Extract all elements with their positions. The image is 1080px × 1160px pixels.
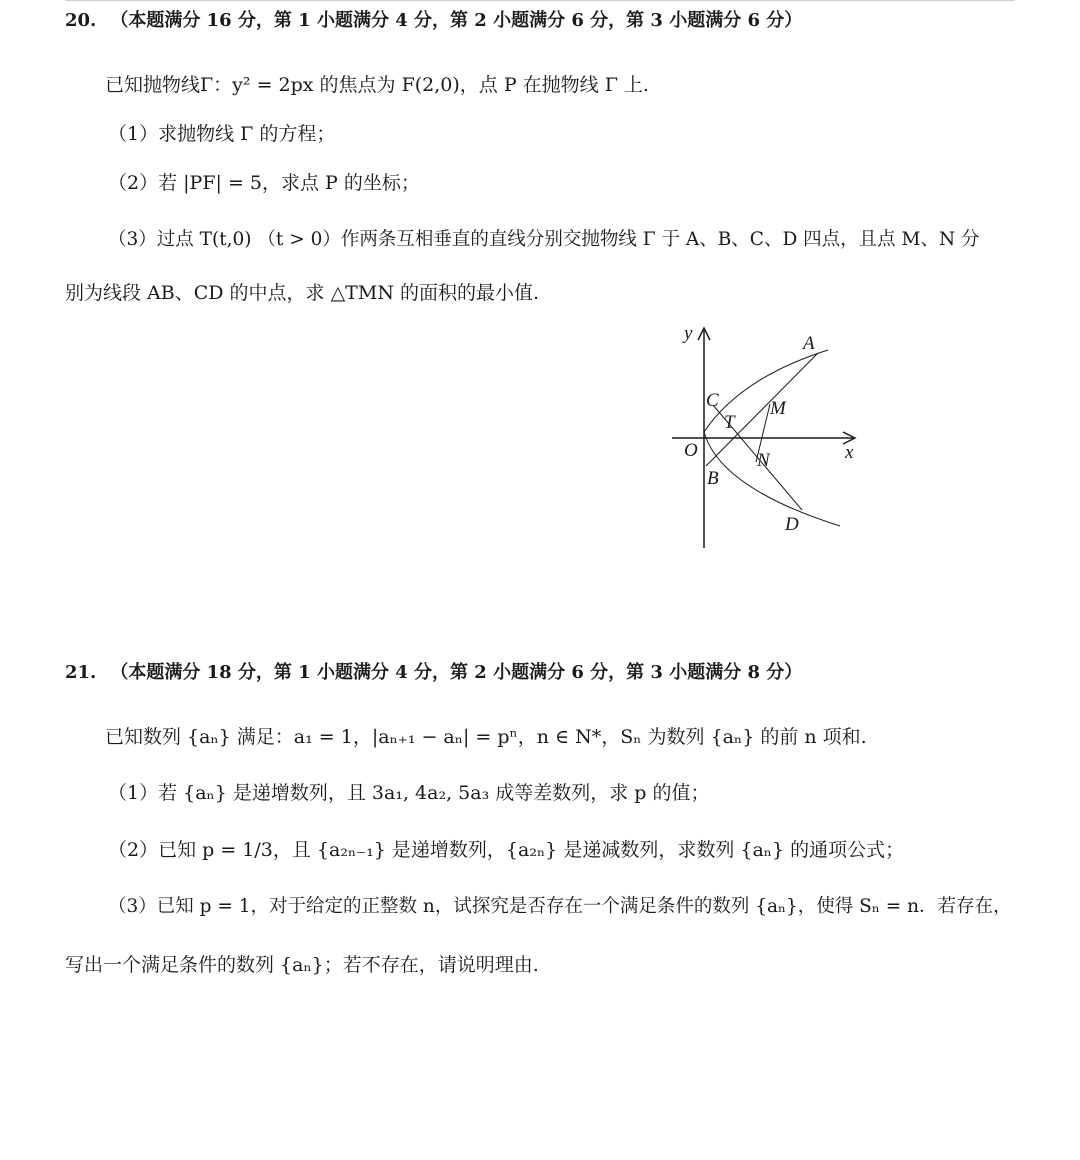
q20-score-note: （本题满分 16 分，第 1 小题满分 4 分，第 2 小题满分 6 分，第 3 小题满分 6 分） (110, 10, 803, 31)
label-o: O (684, 440, 698, 461)
label-d: D (785, 514, 799, 535)
q21-number: 21. (65, 662, 97, 683)
label-n: N (757, 450, 770, 471)
q21-header (65, 660, 802, 686)
label-m: M (770, 398, 786, 419)
label-a: A (803, 333, 815, 354)
q21-score-note: （本题满分 18 分，第 1 小题满分 4 分，第 2 小题满分 6 分，第 3 小题满分 8 分） (110, 662, 803, 683)
q20-part2: （2）若 |PF| = 5，求点 P 的坐标； (108, 172, 420, 194)
q21-part3-line2: 写出一个满足条件的数列 {aₙ}；若不存在，请说明理由. (65, 954, 539, 976)
q21-part3-line1: （3）已知 p = 1，对于给定的正整数 n，试探究是否存在一个满足条件的数列 {aₙ}，使得 Sₙ = n．若存在， (108, 896, 1012, 917)
label-b: B (707, 468, 719, 489)
q21-part2: （2）已知 p = 1/3，且 {a₂ₙ₋₁} 是递增数列，{a₂ₙ} 是递减数列，求数列 {aₙ} 的通项公式； (108, 839, 905, 861)
q20-stem: 已知抛物线Γ：y² = 2px 的焦点为 F(2,0)，点 P 在抛物线 Γ 上. (105, 74, 649, 96)
label-t: T (724, 412, 735, 433)
label-y: y (684, 323, 693, 344)
q20-part3-line2: 别为线段 AB、CD 的中点，求 △TMN 的面积的最小值. (65, 282, 540, 304)
label-c: C (706, 390, 719, 411)
q20-part1: （1）求抛物线 Γ 的方程； (108, 123, 336, 145)
q21-stem: 已知数列 {aₙ} 满足：a₁ = 1，|aₙ₊₁ − aₙ| = pⁿ，n ∈ N*，Sₙ 为数列 {aₙ} 的前 n 项和. (105, 726, 867, 748)
q21-part1: （1）若 {aₙ} 是递增数列，且 3a₁, 4a₂, 5a₃ 成等差数列，求 p 的值； (108, 782, 710, 804)
parabola-figure (660, 318, 870, 558)
q20-header (65, 8, 802, 34)
q20-part3-line1: （3）过点 T(t,0) （t > 0）作两条互相垂直的直线分别交抛物线 Γ 于 A、B、C、D 四点，且点 M、N 分 (108, 229, 980, 250)
q20-number: 20. (65, 10, 97, 31)
label-x: x (845, 442, 854, 463)
page-top-rule (65, 0, 1015, 1)
